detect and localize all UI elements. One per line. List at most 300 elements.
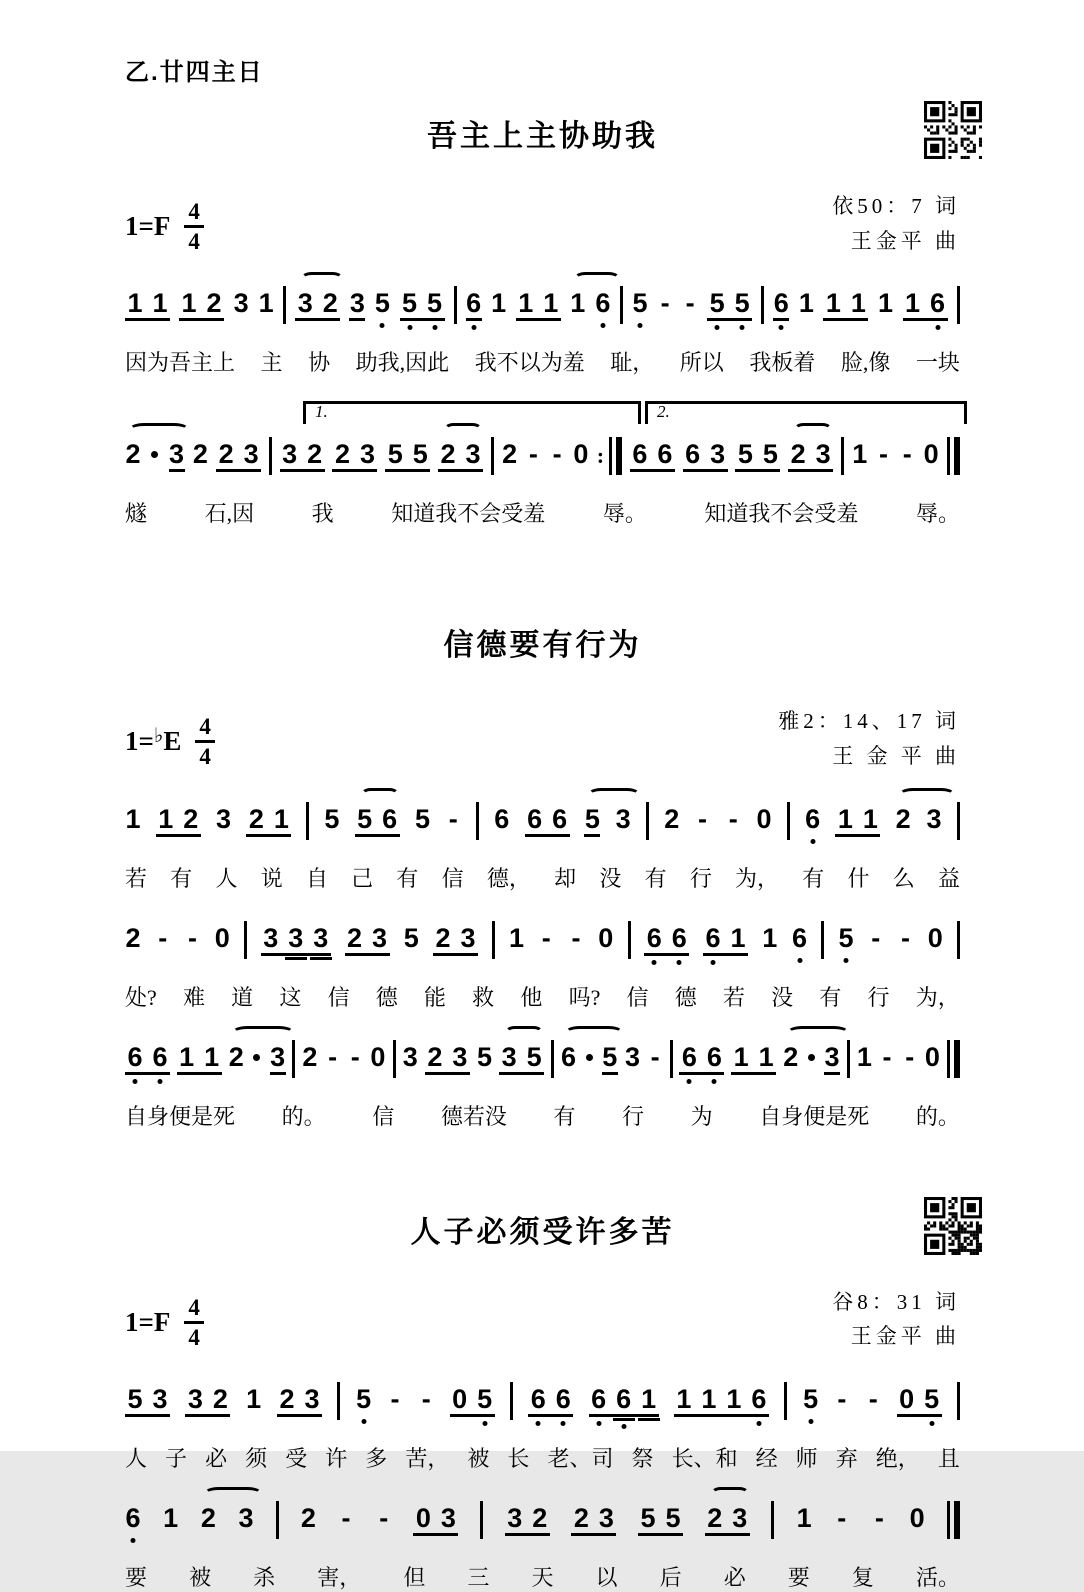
lyric-chunk: 的。 <box>281 1103 326 1129</box>
repeat-end-barline: : <box>597 437 622 475</box>
lyricist-credit: 雅2：14、17 词 <box>778 709 960 734</box>
lyric-chunk: 自身便是死 <box>759 1103 870 1129</box>
beam-group <box>450 1384 495 1417</box>
beam-group <box>735 439 780 472</box>
barline <box>761 286 764 324</box>
rest-note: 0 <box>452 1383 468 1414</box>
lyric-chunk: 没 <box>771 984 794 1010</box>
lyric-chunk: 弃 <box>835 1445 858 1471</box>
music-lines <box>125 288 960 528</box>
barline <box>244 921 247 959</box>
note-digit: 6 <box>555 1383 571 1414</box>
beam-group <box>731 1042 776 1075</box>
note-digit: 2 <box>125 439 141 472</box>
note-digit: 1 <box>491 288 507 319</box>
lyric-chunk: 必 <box>723 1564 746 1590</box>
lyric-chunk: 活。 <box>915 1564 960 1590</box>
beam-group <box>277 1384 322 1417</box>
note-digit: 6 <box>127 1041 143 1072</box>
note-digit: 2 <box>427 1041 443 1072</box>
note-digit: 1 <box>758 1041 774 1072</box>
lyric-chunk: 脸,像 <box>840 350 891 376</box>
beam-group <box>630 439 675 472</box>
note-digit: 6 <box>930 288 946 319</box>
note-digit: 2 <box>212 1383 228 1414</box>
lyric-chunk: 主 <box>260 350 283 376</box>
note-digit: 5 <box>602 1042 618 1075</box>
slur-arc <box>574 272 620 285</box>
note-digit: 5 <box>357 804 373 834</box>
dash-note: - <box>528 439 538 470</box>
lyric-chunk: 难 <box>182 984 205 1010</box>
dash-note: - <box>868 1383 878 1414</box>
notes-row <box>125 288 960 334</box>
rest-note: 0 <box>573 439 589 470</box>
note-digit: 3 <box>270 1042 286 1075</box>
lyric-chunk: 杀 <box>253 1564 276 1590</box>
lyric-chunk: 为 <box>690 1103 713 1129</box>
note-digit: 1 <box>733 1041 749 1072</box>
notes-row <box>125 1384 960 1430</box>
note-digit: 1 <box>518 288 534 319</box>
lyrics-line <box>125 1561 960 1592</box>
qr-code-icon <box>924 1197 982 1255</box>
beam-group <box>823 288 868 321</box>
barline <box>337 1382 340 1420</box>
note-digit: 5 <box>387 439 403 470</box>
note-digit: 5 <box>584 804 600 837</box>
composer-credit: 王金平 曲 <box>850 228 960 253</box>
note-digit: 3 <box>624 1041 640 1072</box>
lyricist-credit: 依50：7 词 <box>832 194 960 218</box>
rest-note: 0 <box>923 439 939 470</box>
lyrics-line <box>125 346 960 377</box>
dash-note: - <box>879 439 889 470</box>
music-line <box>125 1503 960 1592</box>
note-digit: 2 <box>532 1502 548 1533</box>
note-digit: 3 <box>169 439 185 472</box>
note-digit: 6 <box>616 1383 632 1414</box>
note-digit: 2 <box>300 1502 316 1533</box>
note-digit: 1 <box>905 288 921 319</box>
lyric-chunk: 辱。 <box>915 501 960 527</box>
dash-note: - <box>571 922 581 953</box>
note-digit: 6 <box>805 804 821 837</box>
song-section-3 <box>125 1207 960 1592</box>
note-digit: 2 <box>707 1503 723 1533</box>
lyrics-line <box>125 1100 960 1131</box>
note-digit: 1 <box>798 288 814 319</box>
lyric-chunk: 且 <box>937 1445 960 1471</box>
barline <box>957 286 960 324</box>
note-digit: 5 <box>356 1384 372 1417</box>
dash-note: - <box>871 922 881 953</box>
note-digit: 5 <box>838 923 854 956</box>
barline <box>283 286 286 324</box>
slur-arc <box>565 1026 623 1039</box>
rest-note: 0 <box>924 1041 940 1072</box>
lyric-chunk: 复 <box>851 1564 874 1590</box>
beam-group <box>400 288 445 321</box>
note-digit: 2 <box>218 439 234 470</box>
note-digit: 3 <box>187 1383 203 1414</box>
dash-note: - <box>660 288 670 319</box>
note-digit: 6 <box>152 1041 168 1072</box>
lyric-chunk: 绝， <box>875 1445 920 1471</box>
lyric-chunk: 德 <box>375 984 398 1010</box>
lyric-chunk: 因为吾主上 <box>125 350 236 376</box>
note-digit: 1 <box>570 288 586 321</box>
lyric-chunk: 燧 <box>125 501 148 527</box>
note-digit: 5 <box>762 439 778 470</box>
final-barline <box>947 437 960 475</box>
lyric-chunk: 要 <box>787 1564 810 1590</box>
lyric-chunk: 被 <box>189 1564 212 1590</box>
beam-group <box>525 804 570 837</box>
note-digit: 2 <box>790 439 806 469</box>
note-digit: 5 <box>734 288 750 319</box>
dash-note: - <box>902 439 912 470</box>
note-digit: 3 <box>152 1383 168 1414</box>
song-section-1 <box>125 111 960 528</box>
lyrics-line <box>125 497 960 528</box>
barline <box>454 286 457 324</box>
barline <box>276 1501 279 1539</box>
note-digit: 1 <box>837 803 853 834</box>
lyric-chunk: 经 <box>755 1445 778 1471</box>
barline <box>480 1501 483 1539</box>
lyric-chunk: 若 <box>125 865 148 891</box>
note-digit: 1 <box>158 803 174 834</box>
beam-group <box>903 288 948 321</box>
lyric-chunk: 受 <box>285 1445 308 1471</box>
lyric-chunk: 己 <box>351 865 374 891</box>
volta-bracket <box>645 401 967 424</box>
rest-note: 0 <box>214 922 230 953</box>
beam-group <box>705 1503 750 1536</box>
dash-note: - <box>158 922 168 953</box>
lyric-chunk: 但 <box>403 1564 426 1590</box>
note-digit: 1 <box>850 288 866 319</box>
note-digit: 3 <box>598 1502 614 1533</box>
lyric-chunk: 处? <box>125 984 157 1010</box>
augmentation-dot <box>583 1042 595 1064</box>
key-signature <box>125 1296 204 1349</box>
meter-numerator: 4 <box>184 1296 204 1324</box>
note-digit: 6 <box>671 922 687 953</box>
note-digit: 5 <box>426 288 443 319</box>
note-digit: 5 <box>374 288 390 321</box>
note-digit: 1 <box>730 922 746 953</box>
lyric-chunk: 后 <box>659 1564 682 1590</box>
note-digit: 1 <box>856 1041 872 1072</box>
dash-note: - <box>837 1502 847 1533</box>
note-digit: 5 <box>803 1384 819 1417</box>
lyric-chunk: 吗? <box>568 984 601 1010</box>
note-digit: 2 <box>435 922 451 953</box>
note-digit: 1 <box>204 1041 220 1072</box>
barline <box>771 1501 774 1539</box>
barline <box>269 437 272 475</box>
lyric-chunk: 的。 <box>915 1103 960 1129</box>
lyric-chunk: 子 <box>165 1445 188 1471</box>
slur-arc <box>899 788 955 801</box>
beam-group <box>216 439 261 472</box>
lyric-chunk: 什 <box>847 865 870 891</box>
lyric-chunk: 要 <box>125 1564 148 1590</box>
lyric-chunk: 辱。 <box>602 501 647 527</box>
lyric-chunk: 被 <box>467 1445 490 1471</box>
note-digit: 3 <box>297 288 313 318</box>
lyric-chunk: 助我,因此 <box>355 350 450 376</box>
barline <box>957 1382 960 1420</box>
barline <box>292 1040 295 1078</box>
note-digit: 1 <box>179 1041 195 1072</box>
dash-note: - <box>874 1502 884 1533</box>
lyric-chunk: 老、司 <box>547 1445 614 1471</box>
note-digit: 2 <box>279 1383 295 1414</box>
dash-note: - <box>390 1383 400 1414</box>
dash-note: - <box>685 288 695 319</box>
key-signature <box>125 200 204 253</box>
beam-group <box>707 288 752 321</box>
beam-group <box>125 288 170 321</box>
note-digit: 1 <box>246 1383 262 1414</box>
note-digit: 3 <box>349 288 365 321</box>
lyric-chunk: 若 <box>722 984 745 1010</box>
note-digit: 3 <box>359 439 375 470</box>
final-barline <box>947 1040 960 1078</box>
lyric-chunk: 有 <box>802 865 825 891</box>
lyric-chunk: 他 <box>520 984 543 1010</box>
barline <box>476 802 479 840</box>
final-barline <box>947 1501 960 1539</box>
note-digit: 2 <box>334 439 350 470</box>
music-line <box>125 402 960 528</box>
note-digit: 6 <box>591 1383 607 1414</box>
key-tonic: F <box>153 211 171 242</box>
beam-group <box>788 439 833 472</box>
note-digit: 5 <box>709 288 725 319</box>
meter-numerator: 4 <box>184 200 204 228</box>
song-section-2 <box>125 620 960 1130</box>
note-digit: 2 <box>307 439 323 470</box>
barline <box>551 1040 554 1078</box>
note-digit: 1 <box>726 1383 742 1414</box>
beam-group <box>413 1503 458 1536</box>
note-digit: 1 <box>796 1502 812 1533</box>
note-digit: 5 <box>412 439 428 470</box>
note-digit: 2 <box>302 1041 318 1072</box>
note-digit: 1 <box>877 288 894 319</box>
note-digit: 6 <box>706 1041 722 1072</box>
note-digit: 3 <box>440 1502 456 1533</box>
barline <box>957 802 960 840</box>
rest-note: 0 <box>927 922 943 953</box>
music-lines <box>125 1384 960 1592</box>
time-signature <box>184 1296 204 1349</box>
barline <box>393 1040 396 1078</box>
lyric-chunk: 益 <box>937 865 960 891</box>
lyric-chunk: 人 <box>215 865 238 891</box>
slur-arc <box>232 1026 294 1039</box>
slur-arc <box>444 423 482 436</box>
barline <box>787 802 790 840</box>
lyric-chunk: 多 <box>365 1445 388 1471</box>
lyric-chunk: 有 <box>170 865 193 891</box>
note-digit: 1 <box>852 439 868 470</box>
note-digit: 6 <box>561 1042 577 1075</box>
song-title: 信德要有行为 <box>443 629 642 663</box>
note-digit: 6 <box>632 439 648 470</box>
lyric-chunk: 行 <box>689 865 712 891</box>
lyric-chunk: 德， <box>486 865 531 891</box>
dash-note: - <box>350 1041 360 1072</box>
note-digit: 2 <box>322 288 338 319</box>
note-digit: 1 <box>258 288 274 319</box>
beam-group <box>835 804 880 837</box>
notes-row <box>125 1042 960 1088</box>
note-digit: 1 <box>163 1502 179 1533</box>
dash-note: - <box>328 1041 338 1072</box>
note-digit: 3 <box>233 288 249 319</box>
barline <box>670 1040 673 1078</box>
lyric-chunk: 知道我不会受羞 <box>704 501 859 527</box>
rest-note: 0 <box>598 922 614 953</box>
beam-group <box>679 1042 724 1075</box>
dash-note: - <box>541 922 551 953</box>
note-digit: 2 <box>248 803 264 834</box>
lyric-chunk: 必 <box>205 1445 228 1471</box>
note-digit: 2 <box>183 803 199 834</box>
time-signature <box>184 200 204 253</box>
meter-denominator: 4 <box>188 1324 200 1350</box>
beam-group <box>528 1384 573 1417</box>
beam-group <box>638 1503 683 1536</box>
dash-note: - <box>905 1041 915 1072</box>
dash-note: - <box>728 803 738 834</box>
lyric-chunk: 师 <box>795 1445 818 1471</box>
beam-group <box>644 923 689 956</box>
note-digit: 1 <box>127 288 143 319</box>
music-line <box>125 1384 960 1473</box>
augmentation-dot <box>805 1042 817 1064</box>
rest-note: 0 <box>756 803 772 834</box>
beam-group <box>295 288 340 321</box>
time-signature <box>195 715 215 768</box>
slur-arc <box>505 1026 543 1039</box>
note-digit: 6 <box>125 1503 141 1536</box>
lyric-chunk: 长 <box>507 1445 530 1471</box>
note-digit: 3 <box>313 922 329 953</box>
lyric-chunk: 信 <box>441 865 464 891</box>
song-title: 人子必须受许多苦 <box>410 1215 675 1249</box>
note-digit: 5 <box>640 1502 656 1533</box>
note-digit: 2 <box>895 804 911 837</box>
note-digit: 3 <box>460 922 476 953</box>
volta-label: 2. <box>657 402 670 422</box>
note-digit: 5 <box>414 803 430 834</box>
barline <box>847 1040 850 1078</box>
note-digit: 1 <box>508 922 525 953</box>
music-line <box>125 288 960 377</box>
key-tonic: E <box>163 726 182 757</box>
augmentation-dot <box>149 439 161 461</box>
note-digit: 2 <box>783 1042 799 1075</box>
note-digit: 5 <box>403 922 419 953</box>
note-digit: 3 <box>710 439 726 470</box>
note-digit: 3 <box>926 803 942 834</box>
note-digit: 3 <box>465 439 481 470</box>
lyric-chunk: 信 <box>327 984 350 1010</box>
barline <box>821 921 824 959</box>
note-digit: 6 <box>382 803 398 834</box>
note-digit: 3 <box>282 439 298 470</box>
lyric-chunk: 为， <box>735 865 780 891</box>
note-digit: 6 <box>705 922 721 953</box>
note-digit: 1 <box>862 803 878 834</box>
lyrics-line <box>125 981 960 1012</box>
dash-note: - <box>448 803 458 834</box>
dash-note: - <box>188 922 197 953</box>
note-digit: 3 <box>238 1502 254 1533</box>
lyrics-line <box>125 1442 960 1473</box>
note-digit: 3 <box>824 1042 840 1075</box>
barline <box>628 921 631 959</box>
lyric-chunk: 信 <box>372 1103 395 1129</box>
lyric-chunk: 有 <box>553 1103 576 1129</box>
lyric-chunk: 德 <box>674 984 697 1010</box>
slur-arc <box>301 272 343 285</box>
lyric-chunk: 须 <box>245 1445 268 1471</box>
key-signature <box>125 715 215 768</box>
beam-group <box>433 923 478 956</box>
dash-note: - <box>901 922 910 953</box>
note-digit: 5 <box>477 1383 493 1414</box>
lyric-chunk: 许 <box>325 1445 348 1471</box>
beam-group <box>589 1384 659 1417</box>
note-digit: 1 <box>181 288 197 319</box>
composer-credit: 王 金 平 曲 <box>832 743 960 768</box>
lyric-chunk: 有 <box>819 984 842 1010</box>
beam-group <box>345 923 390 956</box>
barline <box>841 437 844 475</box>
notes-row <box>125 804 960 850</box>
note-digit: 6 <box>657 439 673 470</box>
lyric-chunk: 能 <box>423 984 446 1010</box>
note-digit: 3 <box>288 922 304 953</box>
song-title: 吾主上主协助我 <box>427 120 658 153</box>
note-digit: 2 <box>200 1503 216 1536</box>
note-digit: 5 <box>127 1383 143 1414</box>
slur-arc <box>361 788 399 801</box>
meter-denominator: 4 <box>199 744 211 770</box>
note-digit: 6 <box>530 1383 546 1414</box>
dash-note: - <box>650 1041 660 1072</box>
note-digit: 1 <box>152 288 168 319</box>
note-digit: 5 <box>526 1041 542 1072</box>
lyric-chunk: 自 <box>305 865 328 891</box>
rest-note: 0 <box>415 1502 431 1533</box>
note-digit: 6 <box>646 922 662 953</box>
beam-group <box>516 288 561 321</box>
slur-arc <box>711 1487 749 1500</box>
note-digit: 3 <box>507 1502 523 1533</box>
lyric-chunk: 我 <box>311 501 334 527</box>
note-digit: 2 <box>346 922 363 953</box>
beam-group <box>246 804 291 837</box>
augmentation-dot <box>251 1042 263 1064</box>
